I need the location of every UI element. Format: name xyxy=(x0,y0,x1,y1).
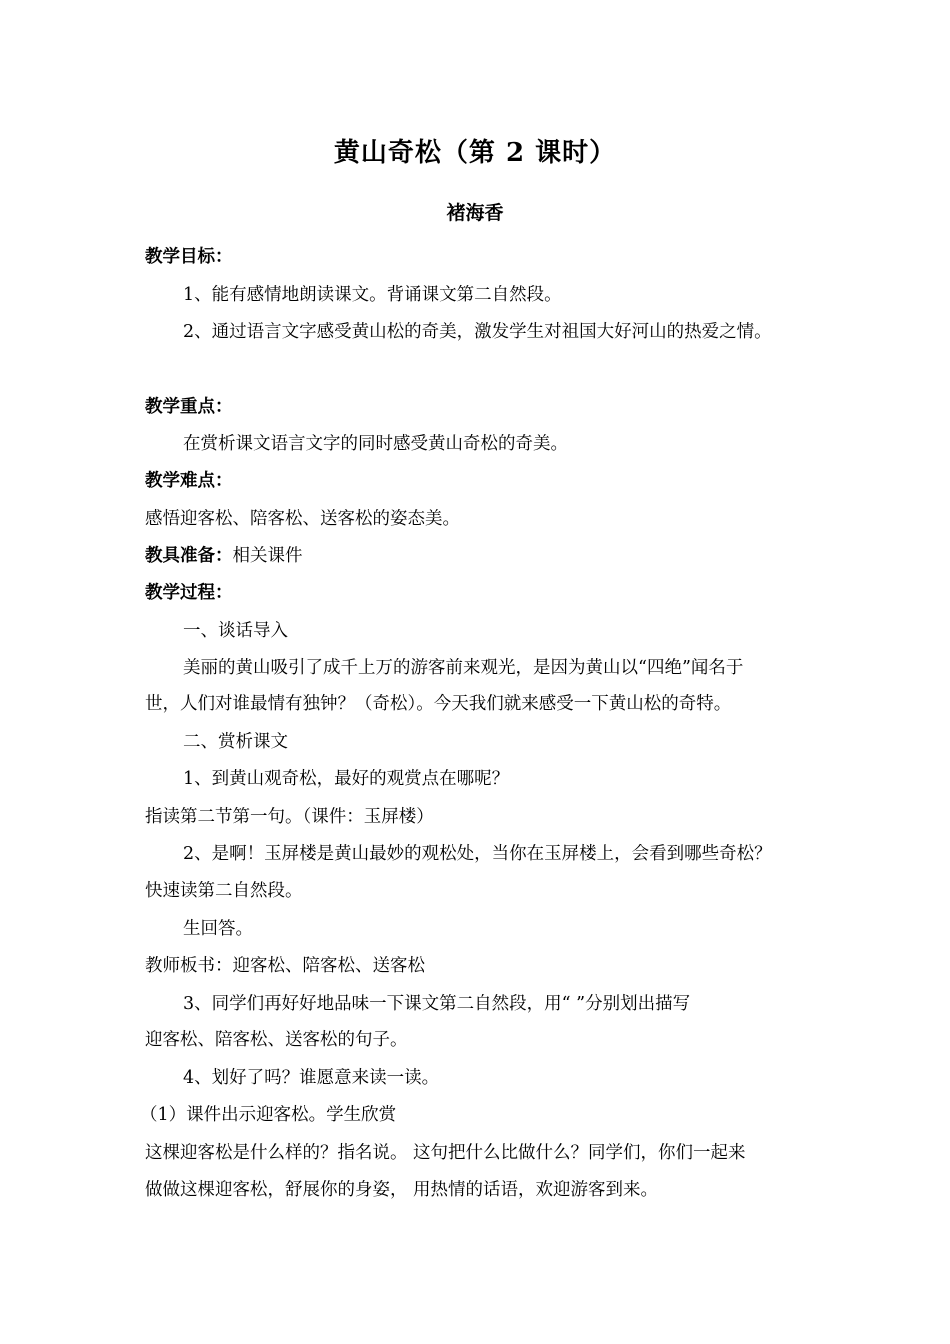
prep-label: 教具准备： xyxy=(145,546,233,566)
author-name: 褚海香 xyxy=(446,202,504,224)
process-line: 做做这棵迎客松，舒展你的身姿， 用热情的话语，欢迎游客到来。 xyxy=(145,1180,659,1200)
process-line: 1、到黄山观奇松，最好的观赏点在哪呢？ xyxy=(183,769,510,789)
goals-heading: 教学目标： xyxy=(145,247,233,267)
goal-item-2: 2、通过语言文字感受黄山松的奇美，激发学生对祖国大好河山的热爱之情。 xyxy=(183,322,772,342)
process-line: 快速读第二自然段。 xyxy=(145,881,303,901)
difficulty-heading: 教学难点： xyxy=(145,471,233,491)
process-line: （1）课件出示迎客松。学生欣赏 xyxy=(140,1105,397,1125)
goal-item-1: 1、能有感情地朗读课文。背诵课文第二自然段。 xyxy=(183,285,562,305)
process-line: 美丽的黄山吸引了成千上万的游客前来观光，是因为黄山以“四绝”闻名于 xyxy=(183,658,744,678)
prep-line xyxy=(145,542,810,567)
document-title: 黄山奇松（第 2 课时） xyxy=(333,138,617,168)
difficulty-text: 感悟迎客松、陪客松、送客松的姿态美。 xyxy=(145,509,460,529)
process-line: 指读第二节第一句。（课件：玉屏楼） xyxy=(145,807,434,827)
process-line: 3、同学们再好好地品味一下课文第二自然段，用“ ”分别划出描写 xyxy=(183,994,691,1014)
prep-text: 相关课件 xyxy=(232,546,303,566)
process-line: 一、谈话导入 xyxy=(183,621,288,641)
process-line: 迎客松、陪客松、送客松的句子。 xyxy=(145,1030,408,1050)
process-line: 二、赏析课文 xyxy=(183,732,288,752)
process-line: 这棵迎客松是什么样的？指名说。 这句把什么比做什么？同学们，你们一起来 xyxy=(145,1143,746,1163)
process-line: 教师板书：迎客松、陪客松、送客松 xyxy=(145,956,425,976)
focus-text: 在赏析课文语言文字的同时感受黄山奇松的奇美。 xyxy=(183,434,568,454)
process-line: 2、是啊！玉屏楼是黄山最妙的观松处，当你在玉屏楼上，会看到哪些奇松？ xyxy=(183,844,772,864)
process-line: 4、划好了吗？谁愿意来读一读。 xyxy=(183,1068,440,1088)
process-line: 世，人们对谁最情有独钟？（奇松）。今天我们就来感受一下黄山松的奇特。 xyxy=(145,694,732,714)
process-heading: 教学过程： xyxy=(145,583,233,603)
focus-heading: 教学重点： xyxy=(145,397,233,417)
process-line: 生回答。 xyxy=(183,919,253,939)
